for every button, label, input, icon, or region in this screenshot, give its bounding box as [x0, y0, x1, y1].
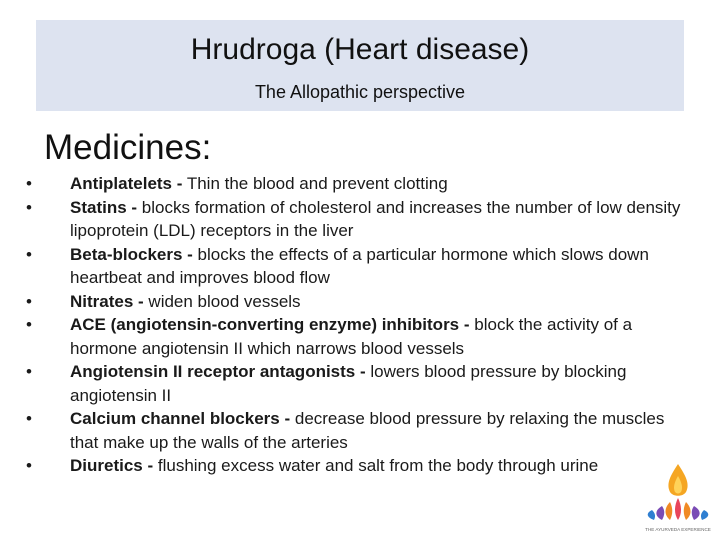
medicine-term: Calcium channel blockers -: [70, 409, 291, 428]
logo-caption: THE AYURVEDA EXPERIENCE: [645, 527, 711, 532]
medicine-description: blocks the effects of a particular hormone which slows down heartbeat and improves blood flow: [70, 244, 649, 287]
list-item: [26, 196, 686, 243]
medicine-description: decrease blood pressure by relaxing the muscles that make up the walls of the arteries: [70, 409, 665, 452]
medicine-description: blocks formation of cholesterol and increases the number of low density lipoprotein (LDL) receptors in the liver: [70, 197, 681, 240]
list-item: [26, 407, 686, 454]
section-heading: Medicines:: [44, 128, 212, 167]
lotus-petals-icon: [648, 498, 709, 520]
medicine-term: Beta-blockers -: [70, 244, 193, 264]
slide-subtitle: The Allopathic perspective: [254, 82, 466, 102]
medicine-term: Angiotensin II receptor antagonists -: [70, 362, 366, 381]
list-item: [26, 290, 686, 314]
bullet-icon: •: [26, 197, 32, 217]
slide-title: Hrudroga (Heart disease): [190, 33, 530, 66]
medicine-term: ACE (angiotensin-converting enzyme) inhibitors -: [70, 315, 470, 334]
medicine-description: block the activity of a hormone angiotensin II which narrows blood vessels: [70, 315, 633, 358]
bullet-icon: •: [26, 409, 32, 428]
medicine-description: widen blood vessels: [143, 291, 301, 311]
medicine-description: flushing excess water and salt from the body through urine: [153, 456, 599, 475]
bullet-icon: •: [26, 291, 32, 311]
list-item: [26, 454, 686, 478]
list-item: [26, 172, 686, 196]
medicine-description: lowers blood pressure by blocking angiotensin II: [70, 362, 627, 405]
bullet-icon: •: [26, 315, 32, 334]
medicine-term: Diuretics -: [70, 456, 154, 475]
bullet-icon: •: [26, 174, 32, 193]
list-item: [26, 313, 686, 360]
bullet-icon: •: [26, 244, 32, 264]
medicine-list: [26, 172, 686, 478]
medicine-term: Nitrates -: [70, 291, 144, 311]
bullet-icon: •: [26, 362, 32, 381]
medicine-term: Statins -: [70, 197, 138, 217]
medicine-description: Thin the blood and prevent clotting: [182, 174, 448, 193]
list-item: [26, 360, 686, 407]
bullet-icon: •: [26, 456, 32, 475]
medicine-term: Antiplatelets -: [70, 174, 183, 193]
list-item: [26, 243, 686, 290]
diya-lamp-icon: [640, 462, 716, 538]
